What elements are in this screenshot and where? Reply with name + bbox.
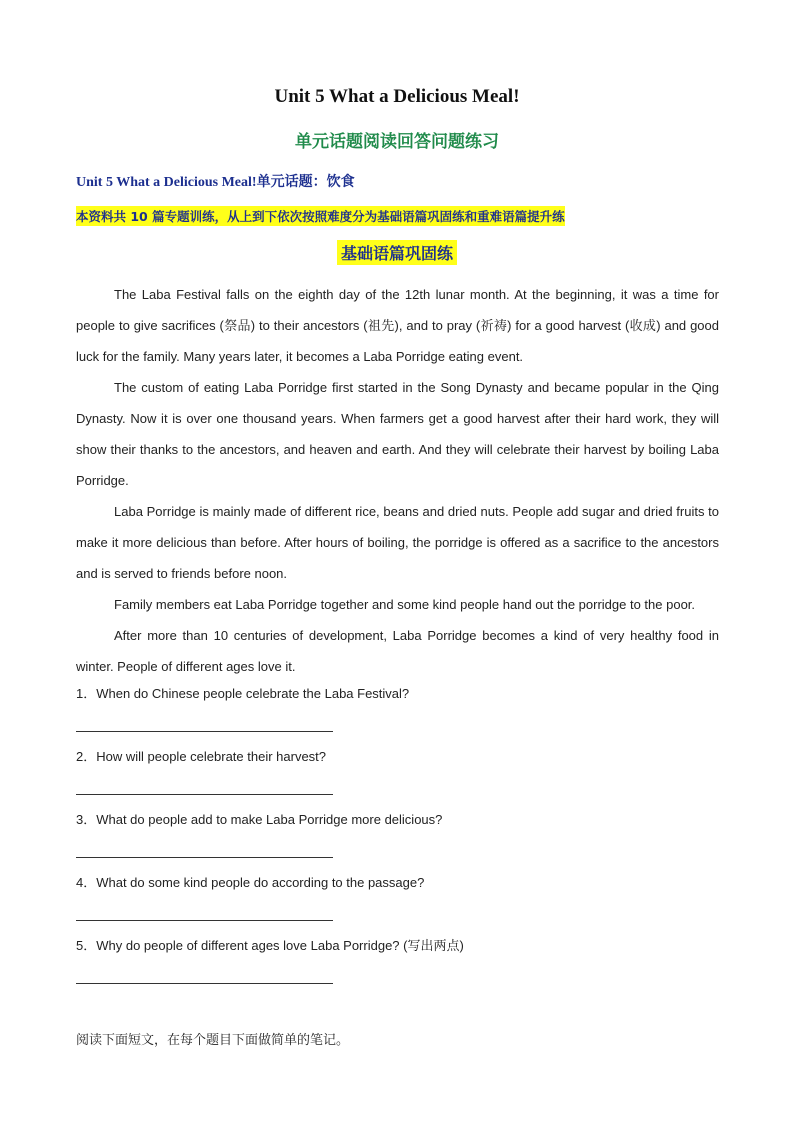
question-item bbox=[76, 747, 719, 810]
section-heading: 基础语篇巩固练 bbox=[337, 240, 457, 265]
page-subtitle: 单元话题阅读回答问题练习 bbox=[295, 132, 499, 152]
question-text: 2．How will people celebrate their harvest? bbox=[76, 749, 327, 764]
answer-blank[interactable] bbox=[76, 920, 333, 921]
question-item bbox=[76, 936, 719, 999]
highlighted-note: 本资料共 10 篇专题训练，从上到下依次按照难度分为基础语篇巩固练和重难语篇提升练 bbox=[76, 206, 565, 226]
question-text: 4．What do some kind people do according to the passage? bbox=[76, 875, 425, 890]
question-text: 5．Why do people of different ages love Laba Porridge? (写出两点) bbox=[76, 938, 464, 953]
page-title: Unit 5 What a Delicious Meal! bbox=[274, 86, 520, 107]
answer-blank[interactable] bbox=[76, 794, 333, 795]
question-item bbox=[76, 684, 719, 747]
question-list bbox=[76, 684, 719, 999]
question-item bbox=[76, 873, 719, 936]
instruction-note: 阅读下面短文，在每个题目下面做简单的笔记。 bbox=[76, 1033, 350, 1048]
answer-blank[interactable] bbox=[76, 731, 333, 732]
passage-paragraph: After more than 10 centuries of development, Laba Porridge becomes a kind of very healthy food in winter. People of different ages love it. bbox=[76, 628, 719, 674]
question-item bbox=[76, 810, 719, 873]
answer-blank[interactable] bbox=[76, 983, 333, 984]
passage-paragraph: The custom of eating Laba Porridge first started in the Song Dynasty and became popular in the Qing Dynasty. Now it is over one thousand years. When farmers get a good harvest after their hard work, they will show their thanks to the ancestors, and heaven and earth. And they will celebrate their harvest by boiling Laba Porridge. bbox=[76, 380, 719, 488]
reading-passage bbox=[76, 279, 719, 682]
unit-topic-line: Unit 5 What a Delicious Meal!单元话题：饮食 bbox=[76, 175, 355, 190]
question-text: 1．When do Chinese people celebrate the Laba Festival? bbox=[76, 686, 410, 701]
passage-paragraph: The Laba Festival falls on the eighth day of the 12th lunar month. At the beginning, it was a time for people to give sacrifices (祭品) to their ancestors (祖先), and to pray (祈祷) for a good harvest (收成) and good luck for the family. Many years later, it becomes a Laba Porridge eating event. bbox=[76, 287, 719, 364]
passage-paragraph: Family members eat Laba Porridge together and some kind people hand out the porridge to the poor. bbox=[114, 597, 696, 612]
question-text: 3．What do people add to make Laba Porridge more delicious? bbox=[76, 812, 443, 827]
passage-paragraph: Laba Porridge is mainly made of different rice, beans and dried nuts. People add sugar and dried fruits to make it more delicious than before. After hours of boiling, the porridge is offered as a sacrifice to the ancestors and is served to friends before noon. bbox=[76, 504, 719, 581]
answer-blank[interactable] bbox=[76, 857, 333, 858]
section-heading-wrapper bbox=[0, 240, 794, 265]
